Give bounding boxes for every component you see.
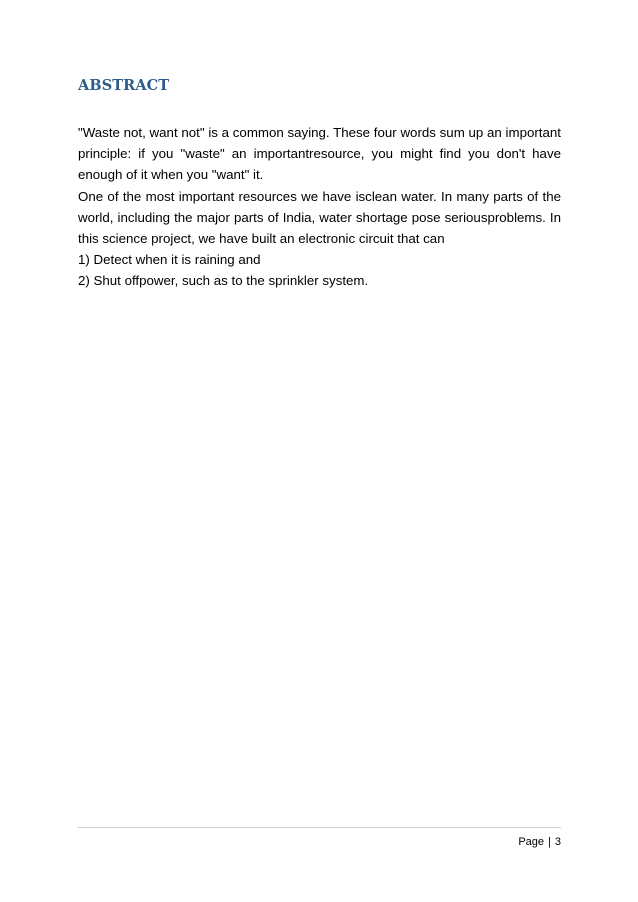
footer-divider — [78, 827, 561, 828]
section-heading: ABSTRACT — [78, 77, 170, 94]
list-item-detect: 1) Detect when it is raining and — [78, 252, 261, 268]
page-footer — [518, 836, 561, 848]
paragraph-water: One of the most important resources we have isclean water. In many parts of the world, including the major parts of India, water shortage pose seriousproblems. In this science project, we have built an electronic circuit that can — [78, 188, 561, 247]
paragraph-intro: "Waste not, want not" is a common saying. These four words sum up an important principle: if you "waste" an importantresource, you might find you don't have enough of it when you "want" it. — [78, 125, 561, 183]
abstract-body — [78, 122, 561, 292]
page-number: 3 — [554, 836, 561, 848]
list-item-shutoff: 2) Shut offpower, such as to the sprinkler system. — [78, 273, 369, 289]
footer-separator: | — [548, 836, 551, 848]
page-label: Page — [518, 836, 545, 848]
